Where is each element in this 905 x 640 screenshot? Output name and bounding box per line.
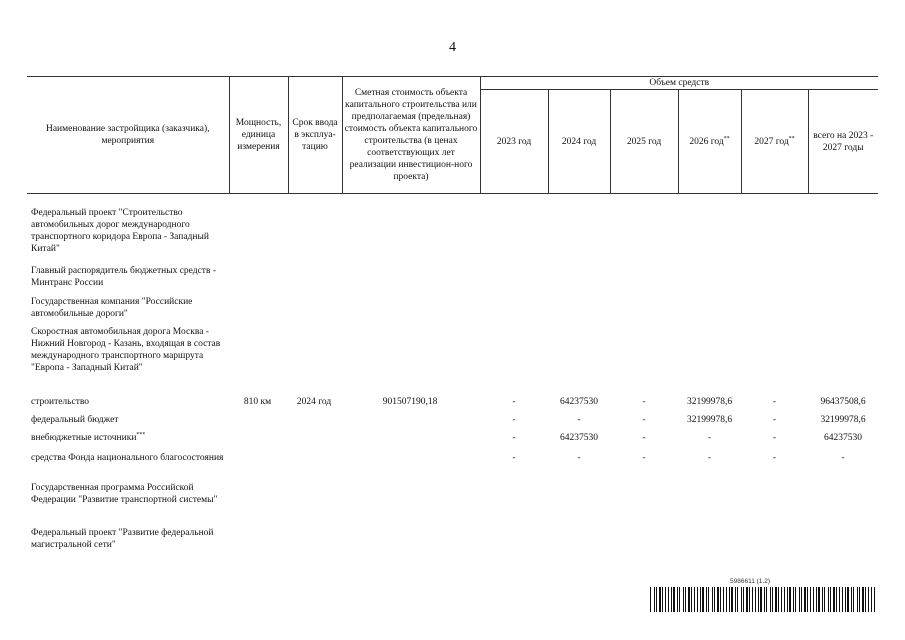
page-number: 4 (449, 40, 456, 55)
row-construction-label: строительство (31, 397, 90, 407)
value-cell: - (642, 453, 646, 463)
value-cell: - (577, 415, 581, 425)
value-cell: - (512, 397, 516, 407)
header-cost: Сметная стоимость объекта капитального строительства или предполагаемая (предельная) стоимость объекта капитального строительства (в ценах соответствующих лет реализации инвестицион-ного проекта) (342, 77, 480, 194)
value-cell: 64237530 (560, 397, 598, 407)
row-national-fund-label: средства Фонда национального благосостояния (31, 453, 224, 463)
header-year: 2024 год (548, 90, 610, 194)
row-construction-cost: 901507190,18 (382, 397, 438, 407)
header-name: Наименование застройщика (заказчика), мероприятия (27, 77, 229, 194)
row-construction-term: 2024 год (296, 397, 332, 407)
row-extrabudgetary-label: внебюджетные источники*** (31, 431, 146, 443)
value-cell: - (642, 433, 646, 443)
value-cell: - (772, 453, 777, 463)
header-year: 2023 год (480, 90, 548, 194)
value-cell: - (512, 433, 516, 443)
value-cell: 64237530 (824, 433, 862, 443)
barcode-label: 5986611 (1.2) (730, 578, 770, 585)
value-cell: 96437508,6 (820, 397, 866, 407)
value-cell: - (512, 453, 516, 463)
header-term: Срок ввода в эксплуа-тацию (288, 77, 342, 194)
value-cell: - (642, 397, 646, 407)
value-cell: 32199978,6 (686, 397, 733, 407)
value-cell: - (707, 433, 712, 443)
section-state-program: Государственная программа Российской Федерации "Развитие транспортной системы" (31, 483, 218, 505)
row-federal-budget-label: федеральный бюджет (31, 415, 119, 425)
value-cell: 64237530 (560, 433, 598, 443)
section-state-company: Государственная компания "Российские автомобильные дороги" (31, 297, 193, 319)
section-federal-project: Федеральный проект "Строительство автомобильных дорог международного транспортного коридора Европа - Западный Китай" (31, 208, 209, 254)
section-highway: Скоростная автомобильная дорога Москва - Нижний Новгород - Казань, входящая в состав международного транспортного маршрута "Европа - Западный Китай" (31, 327, 221, 373)
value-cell: - (577, 453, 581, 463)
table-header (27, 76, 878, 194)
header-year: 2027 год** (741, 90, 808, 194)
value-cell: - (707, 453, 712, 463)
value-cell: - (772, 433, 777, 443)
header-capacity: Мощность, единица измерения (229, 77, 288, 194)
header-funds: Объем средств (480, 77, 878, 90)
value-cell: - (841, 453, 845, 463)
header-total: всего на 2023 - 2027 годы (808, 90, 878, 194)
section-chief-manager: Главный распорядитель бюджетных средств - Минтранс России (31, 266, 216, 288)
header-year: 2026 год** (678, 90, 741, 194)
value-cell: - (772, 397, 777, 407)
header-year: 2025 год (610, 90, 678, 194)
row-construction-capacity: 810 км (243, 397, 272, 407)
value-cell: - (772, 415, 777, 425)
section-federal-project-2: Федеральный проект "Развитие федеральной магистральной сети" (31, 528, 214, 550)
value-cell: 32199978,6 (820, 415, 866, 425)
value-cell: - (642, 415, 646, 425)
value-cell: 32199978,6 (686, 415, 733, 425)
value-cell: - (512, 415, 516, 425)
barcode-image (650, 587, 878, 612)
